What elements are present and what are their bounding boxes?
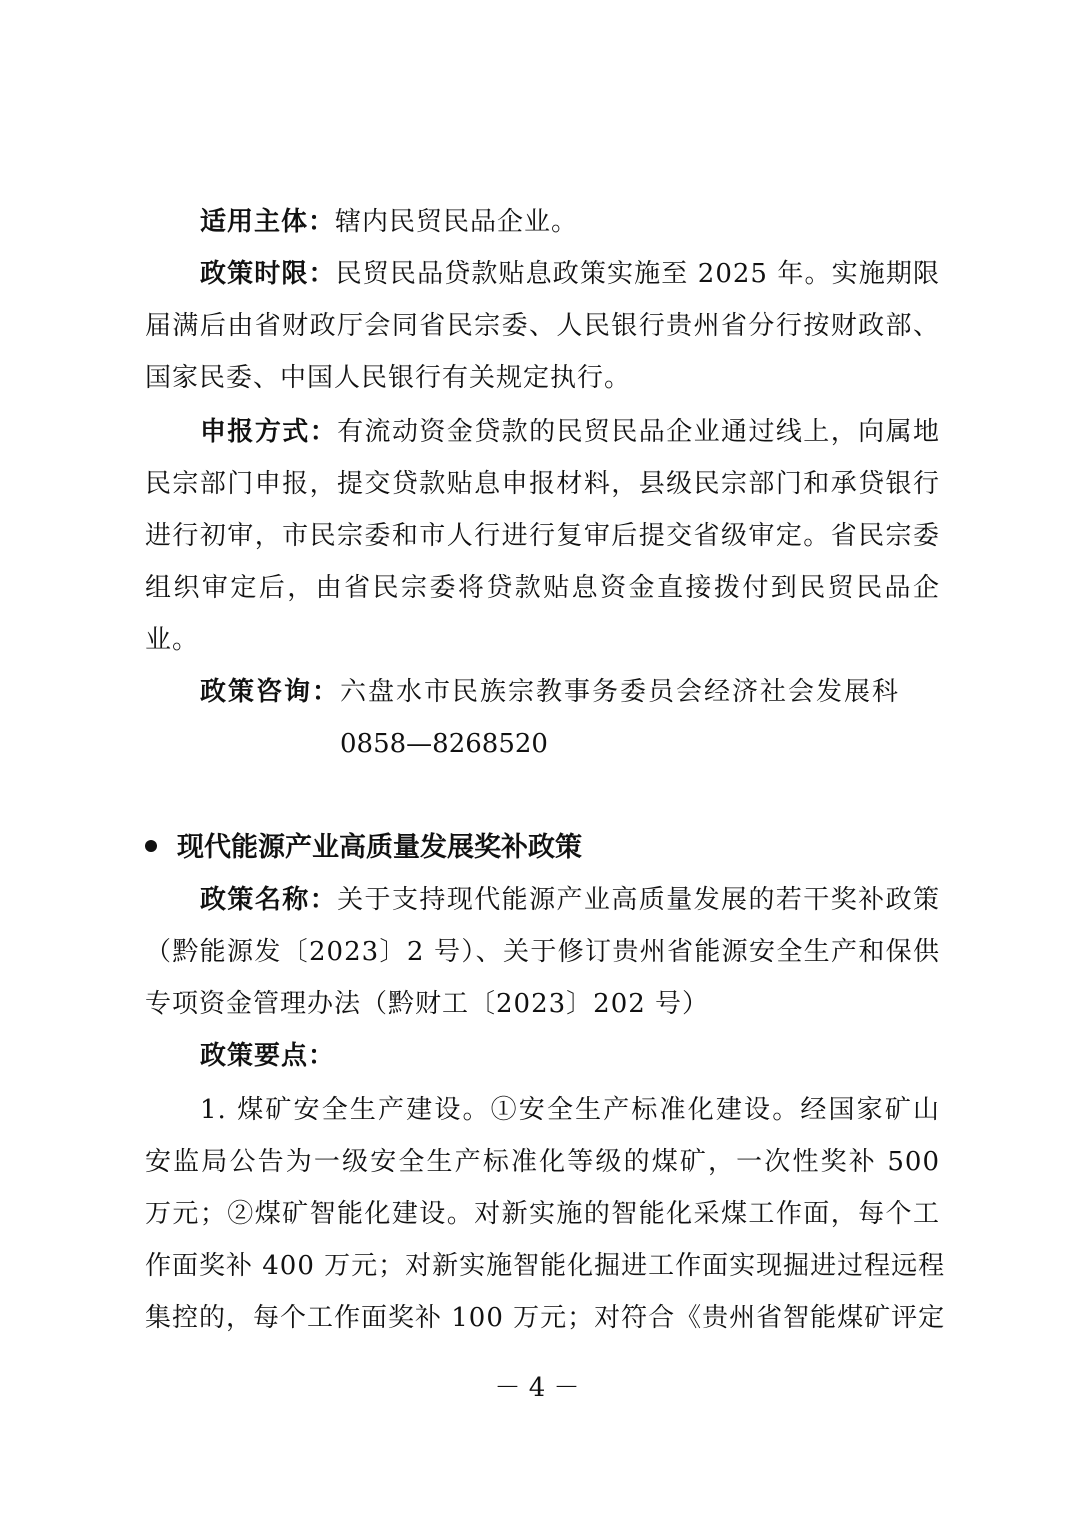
energy-name-line-2: （黔能源发〔2023〕2 号）、关于修订贵州省能源安全生产和保供 xyxy=(145,937,940,967)
energy-point-line-5: 集控的，每个工作面奖补 100 万元；对符合《贵州省智能煤矿评定 xyxy=(145,1303,946,1333)
energy-point-line-4: 作面奖补 400 万元；对新实施智能化掘进工作面实现掘进过程远程 xyxy=(145,1251,946,1281)
period-text-1: 民贸民品贷款贴息政策实施至 2025 年。实施期限 xyxy=(335,259,940,289)
apply-text-1: 有流动资金贷款的民贸民品企业通过线上，向属地 xyxy=(337,417,940,447)
apply-label: 申报方式： xyxy=(200,417,338,447)
applicable-text: 辖内民贸民品企业。 xyxy=(335,207,579,237)
consult-label: 政策咨询： xyxy=(200,677,341,707)
energy-point-line-1: 1. 煤矿安全生产建设。①安全生产标准化建设。经国家矿山 xyxy=(200,1095,940,1125)
energy-name-label: 政策名称： xyxy=(200,885,338,915)
energy-name-line-3: 专项资金管理办法（黔财工〔2023〕202 号） xyxy=(145,989,710,1019)
energy-points-label-line xyxy=(200,1030,940,1082)
energy-name-text-1: 关于支持现代能源产业高质量发展的若干奖补政策 xyxy=(337,885,940,915)
energy-point-line-2: 安监局公告为一级安全生产标准化等级的煤矿，一次性奖补 500 xyxy=(145,1147,940,1177)
period-line-2: 届满后由省财政厅会同省民宗委、人民银行贵州省分行按财政部、 xyxy=(145,311,940,341)
bullet-icon xyxy=(145,840,157,852)
energy-heading xyxy=(145,822,582,874)
period-label: 政策时限： xyxy=(200,259,336,289)
period-line-1 xyxy=(200,248,940,300)
energy-name-line-1 xyxy=(200,874,940,926)
apply-line-4: 组织审定后，由省民宗委将贷款贴息资金直接拨付到民贸民品企 xyxy=(145,573,940,603)
energy-point-line-3: 万元；②煤矿智能化建设。对新实施的智能化采煤工作面，每个工 xyxy=(145,1199,940,1229)
energy-points-label: 政策要点： xyxy=(200,1041,336,1071)
period-line-3: 国家民委、中国人民银行有关规定执行。 xyxy=(145,363,632,393)
page-number: － 4 － xyxy=(494,1373,580,1403)
consult-line xyxy=(200,666,940,718)
consult-org: 六盘水市民族宗教事务委员会经济社会发展科 xyxy=(340,677,901,707)
apply-line-1 xyxy=(200,406,940,458)
consult-phone: 0858—8268520 xyxy=(340,729,548,759)
applicable-line xyxy=(200,196,940,248)
apply-line-5: 业。 xyxy=(145,625,200,655)
energy-heading-text: 现代能源产业高质量发展奖补政策 xyxy=(177,832,582,863)
applicable-label: 适用主体： xyxy=(200,207,336,237)
apply-line-3: 进行初审，市民宗委和市人行进行复审后提交省级审定。省民宗委 xyxy=(145,521,940,551)
apply-line-2: 民宗部门申报，提交贷款贴息申报材料，县级民宗部门和承贷银行 xyxy=(145,469,940,499)
